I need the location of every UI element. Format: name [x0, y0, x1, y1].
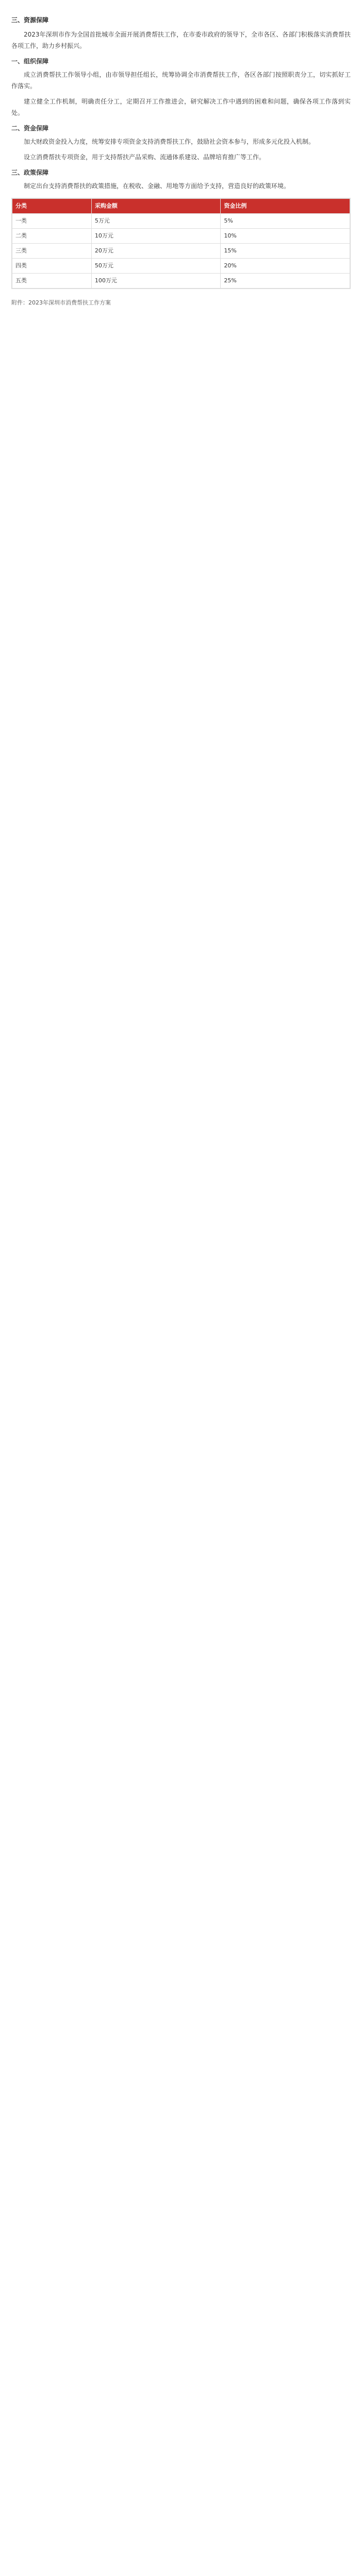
table-cell: 10% — [221, 229, 350, 244]
table-row — [12, 229, 350, 244]
section-paragraph: 制定出台支持消费帮扶的政策措施，在税收、金融、用地等方面给予支持，营造良好的政策环境。 — [24, 182, 290, 190]
table-cell: 四类 — [12, 259, 92, 274]
intro-title: 三、资源保障 — [11, 16, 49, 24]
data-table — [11, 198, 351, 289]
section-title: 二、资金保障 — [11, 125, 49, 132]
intro-paragraph: 2023年深圳市作为全国首批城市全面开展消费帮扶工作，在市委市政府的领导下，全市各区、各部门积极落实消费帮扶各项工作，助力乡村振兴。 — [11, 31, 351, 49]
table-cell: 20万元 — [91, 244, 221, 259]
document-page — [0, 0, 362, 321]
section-title: 三、政策保障 — [11, 169, 49, 176]
section-1 — [11, 123, 351, 163]
section-0 — [11, 56, 351, 118]
table-header: 采购金额 — [91, 199, 221, 214]
table-cell: 100万元 — [91, 274, 221, 289]
section-title: 一、组织保障 — [11, 58, 49, 65]
table-cell: 5万元 — [91, 214, 221, 229]
section-paragraph: 建立健全工作机制，明确责任分工，定期召开工作推进会，研究解决工作中遇到的困难和问题，确保各项工作落到实处。 — [11, 98, 351, 116]
table-row — [12, 259, 350, 274]
table-cell: 15% — [221, 244, 350, 259]
table-row — [12, 244, 350, 259]
table-row — [12, 214, 350, 229]
table-cell: 5% — [221, 214, 350, 229]
table-cell: 五类 — [12, 274, 92, 289]
table-cell: 10万元 — [91, 229, 221, 244]
section-paragraph: 加大财政资金投入力度，统筹安排专项资金支持消费帮扶工作，鼓励社会资本参与，形成多元化投入机制。 — [24, 138, 315, 145]
table-cell: 三类 — [12, 244, 92, 259]
table-header: 资金比例 — [221, 199, 350, 214]
table-cell: 25% — [221, 274, 350, 289]
table-cell: 一类 — [12, 214, 92, 229]
section-2 — [11, 167, 351, 192]
section-paragraph: 成立消费帮扶工作领导小组，由市领导担任组长，统筹协调全市消费帮扶工作，各区各部门按照职责分工，切实抓好工作落实。 — [11, 71, 351, 90]
section-paragraph: 设立消费帮扶专项资金，用于支持帮扶产品采购、流通体系建设、品牌培育推广等工作。 — [24, 154, 266, 161]
footer: 附件：2023年深圳市消费帮扶工作方案 — [11, 299, 111, 306]
table-header: 分类 — [12, 199, 92, 214]
table-row — [12, 274, 350, 289]
table-cell: 二类 — [12, 229, 92, 244]
table-cell: 50万元 — [91, 259, 221, 274]
table-cell: 20% — [221, 259, 350, 274]
